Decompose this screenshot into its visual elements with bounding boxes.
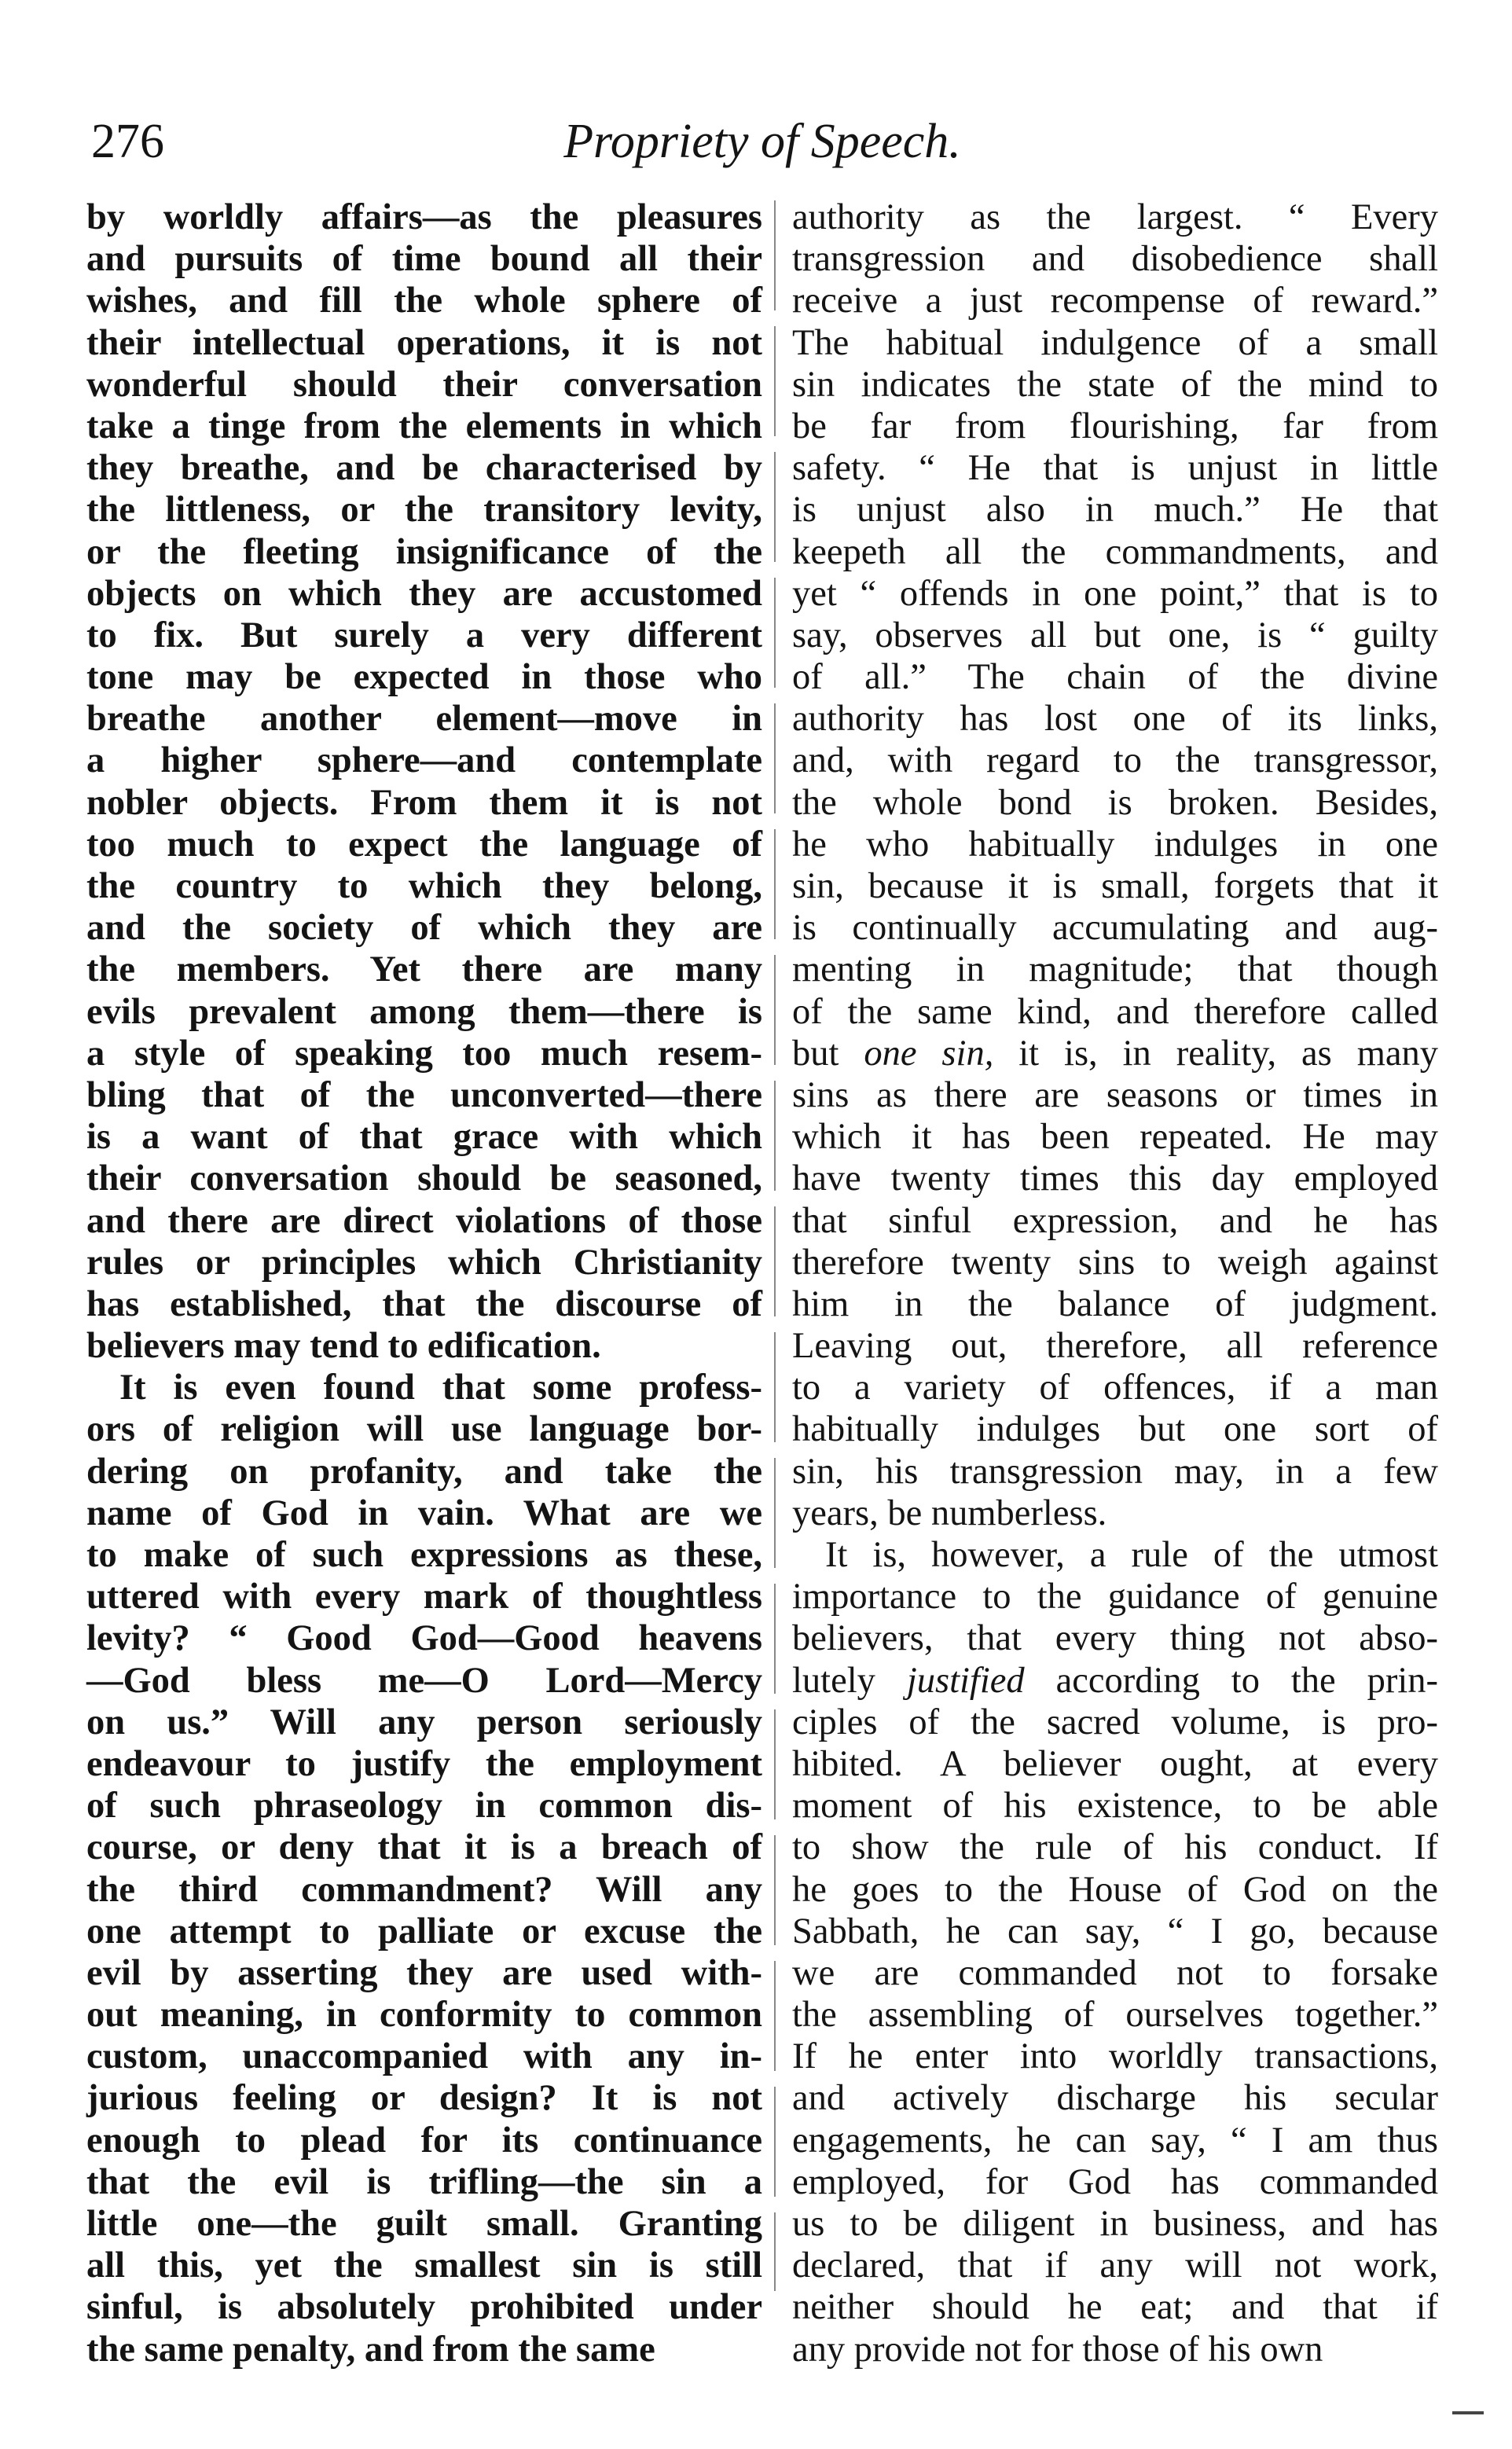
text-line: sin, his transgression may, in a few <box>792 1451 1438 1492</box>
text-line: of the same kind, and therefore called <box>792 991 1438 1032</box>
text-line: sinful, is absolutely prohibited under <box>86 2287 762 2328</box>
text-line: the assembling of ourselves together.” <box>792 1995 1438 2036</box>
text-line: of all.” The chain of the divine <box>792 657 1438 698</box>
text-line: believers may tend to edification. <box>86 1326 601 1367</box>
text-line: enough to plead for its continuance <box>86 2120 762 2161</box>
text-line: Leaving out, therefore, all reference <box>792 1326 1438 1367</box>
text-line: has established, that the discourse of <box>86 1283 762 1324</box>
text-line: hibited. A believer ought, at every <box>792 1743 1438 1784</box>
text-line: importance to the guidance of genuine <box>792 1577 1438 1617</box>
text-line: they breathe, and be characterised by <box>86 448 762 489</box>
text-line: habitually indulges but one sort of <box>792 1409 1438 1450</box>
text-line: us to be diligent in business, and has <box>792 2204 1438 2244</box>
text-line: evil by asserting they are used with- <box>86 1952 762 1993</box>
text-line: is unjust also in much.” He that <box>792 490 1438 531</box>
text-line: their intellectual operations, it is not <box>86 322 762 363</box>
text-line: say, observes all but one, is “ guilty <box>792 615 1438 655</box>
text-line: be far from flourishing, far from <box>792 406 1438 446</box>
text-line: too much to expect the language of <box>86 824 762 865</box>
text-line: to a variety of offences, if a man <box>792 1368 1438 1408</box>
text-line: of such phraseology in common dis- <box>86 1786 762 1827</box>
text-line: transgression and disobedience shall <box>792 239 1438 280</box>
text-line: that the evil is trifling—the sin a <box>86 2161 762 2202</box>
text-line: sin indicates the state of the mind to <box>792 364 1438 405</box>
text-line: jurious feeling or design? It is not <box>86 2078 762 2119</box>
text-line: the members. Yet there are many <box>86 949 762 990</box>
text-line: him in the balance of judgment. <box>792 1283 1438 1324</box>
text-line: authority as the largest. “ Every <box>792 197 1438 237</box>
text-line: any provide not for those of his own <box>792 2329 1323 2370</box>
text-line: little one—the guilt small. Granting <box>86 2204 762 2244</box>
text-line: he goes to the House of God on the <box>792 1869 1438 1910</box>
text-line: receive a just recompense of reward.” <box>792 281 1438 321</box>
text-line: uttered with every mark of thoughtless <box>86 1577 762 1617</box>
text-line: that sinful expression, and he has <box>792 1200 1438 1241</box>
text-line: breathe another element—move in <box>86 699 762 740</box>
left-column <box>86 196 762 2370</box>
text-line: menting in magnitude; that though <box>792 949 1438 990</box>
page-header <box>86 110 1438 181</box>
text-line: It is even found that some profess- <box>119 1368 762 1408</box>
text-line: wonderful should their conversation <box>86 364 762 405</box>
text-line: he who habitually indulges in one <box>792 824 1438 865</box>
text-line: sin, because it is small, forgets that it <box>792 866 1438 906</box>
text-line: to show the rule of his conduct. If <box>792 1827 1438 1868</box>
text-line: their conversation should be seasoned, <box>86 1158 762 1199</box>
text-line: ors of religion will use language bor- <box>86 1409 762 1450</box>
text-line: wishes, and fill the whole sphere of <box>86 281 762 321</box>
text-line: years, be numberless. <box>792 1493 1107 1533</box>
text-line: evils prevalent among them—there is <box>86 991 762 1032</box>
text-line: Sabbath, he can say, “ I go, because <box>792 1911 1438 1951</box>
text-line: course, or deny that it is a breach of <box>86 1827 762 1868</box>
text-line: moment of his existence, to be able <box>792 1786 1438 1827</box>
text-line: sins as there are seasons or times in <box>792 1074 1438 1115</box>
text-line: The habitual indulgence of a small <box>792 322 1438 363</box>
text-line: have twenty times this day employed <box>792 1158 1438 1199</box>
text-line: a higher sphere—and contemplate <box>86 740 762 781</box>
text-line: to make of such expressions as these, <box>86 1535 762 1575</box>
page-edge-mark <box>1452 2411 1484 2414</box>
text-line: It is, however, a rule of the utmost <box>825 1535 1438 1575</box>
text-line: the same penalty, and from the same <box>86 2329 655 2370</box>
text-line: —God bless me—O Lord—Mercy <box>86 1660 762 1701</box>
text-line: and actively discharge his secular <box>792 2078 1438 2119</box>
text-line: nobler objects. From them it is not <box>86 782 762 823</box>
text-line: therefore twenty sins to weigh against <box>792 1242 1438 1283</box>
text-line: If he enter into worldly transactions, <box>792 2036 1438 2077</box>
text-line: employed, for God has commanded <box>792 2161 1438 2202</box>
column-divider <box>774 200 776 2291</box>
text-line: declared, that if any will not work, <box>792 2245 1438 2286</box>
text-line: the country to which they belong, <box>86 866 762 906</box>
text-line: and the society of which they are <box>86 908 762 949</box>
text-line: a style of speaking too much resem- <box>86 1033 762 1074</box>
page-number: 276 <box>91 115 164 168</box>
text-line: is continually accumulating and aug- <box>792 908 1438 949</box>
text-line: or the fleeting insignificance of the <box>86 531 762 572</box>
text-line: neither should he eat; and that if <box>792 2287 1438 2328</box>
text-line: bling that of the unconverted—there <box>86 1074 762 1115</box>
text-line: out meaning, in conformity to common <box>86 1995 762 2036</box>
text-line: we are commanded not to forsake <box>792 1952 1438 1993</box>
text-line: on us.” Will any person seriously <box>86 1702 762 1742</box>
text-line: dering on profanity, and take the <box>86 1451 762 1492</box>
text-line: ciples of the sacred volume, is pro- <box>792 1702 1438 1742</box>
text-line: and pursuits of time bound all their <box>86 239 762 280</box>
text-line: authority has lost one of its links, <box>792 699 1438 740</box>
text-line: believers, that every thing not abso- <box>792 1618 1438 1659</box>
text-line: and there are direct violations of those <box>86 1200 762 1241</box>
text-line: custom, unaccompanied with any in- <box>86 2036 762 2077</box>
text-line: lutely justified according to the prin- <box>792 1660 1438 1701</box>
text-line: take a tinge from the elements in which <box>86 406 762 446</box>
text-line: safety. “ He that is unjust in little <box>792 448 1438 489</box>
text-line: levity? “ Good God—Good heavens <box>86 1618 762 1659</box>
text-line: one attempt to palliate or excuse the <box>86 1911 762 1951</box>
text-line: endeavour to justify the employment <box>86 1743 762 1784</box>
text-line: the third commandment? Will any <box>86 1869 762 1910</box>
text-line: to fix. But surely a very different <box>86 615 762 655</box>
text-line: is a want of that grace with which <box>86 1117 762 1158</box>
running-title: Propriety of Speech. <box>563 115 961 168</box>
text-line: rules or principles which Christianity <box>86 1242 762 1283</box>
text-line: all this, yet the smallest sin is still <box>86 2245 762 2286</box>
text-line: the whole bond is broken. Besides, <box>792 782 1438 823</box>
text-line: objects on which they are accustomed <box>86 573 762 614</box>
text-line: the littleness, or the transitory levity, <box>86 490 762 531</box>
text-line: tone may be expected in those who <box>86 657 762 698</box>
text-line: engagements, he can say, “ I am thus <box>792 2120 1438 2161</box>
text-line: by worldly affairs—as the pleasures <box>86 197 762 237</box>
text-line: which it has been repeated. He may <box>792 1117 1438 1158</box>
text-line: name of God in vain. What are we <box>86 1493 762 1533</box>
right-column <box>792 196 1438 2370</box>
text-line: and, with regard to the transgressor, <box>792 740 1438 781</box>
text-line: keepeth all the commandments, and <box>792 531 1438 572</box>
text-line: yet “ offends in one point,” that is to <box>792 573 1438 614</box>
text-line: but one sin, it is, in reality, as many <box>792 1033 1438 1074</box>
